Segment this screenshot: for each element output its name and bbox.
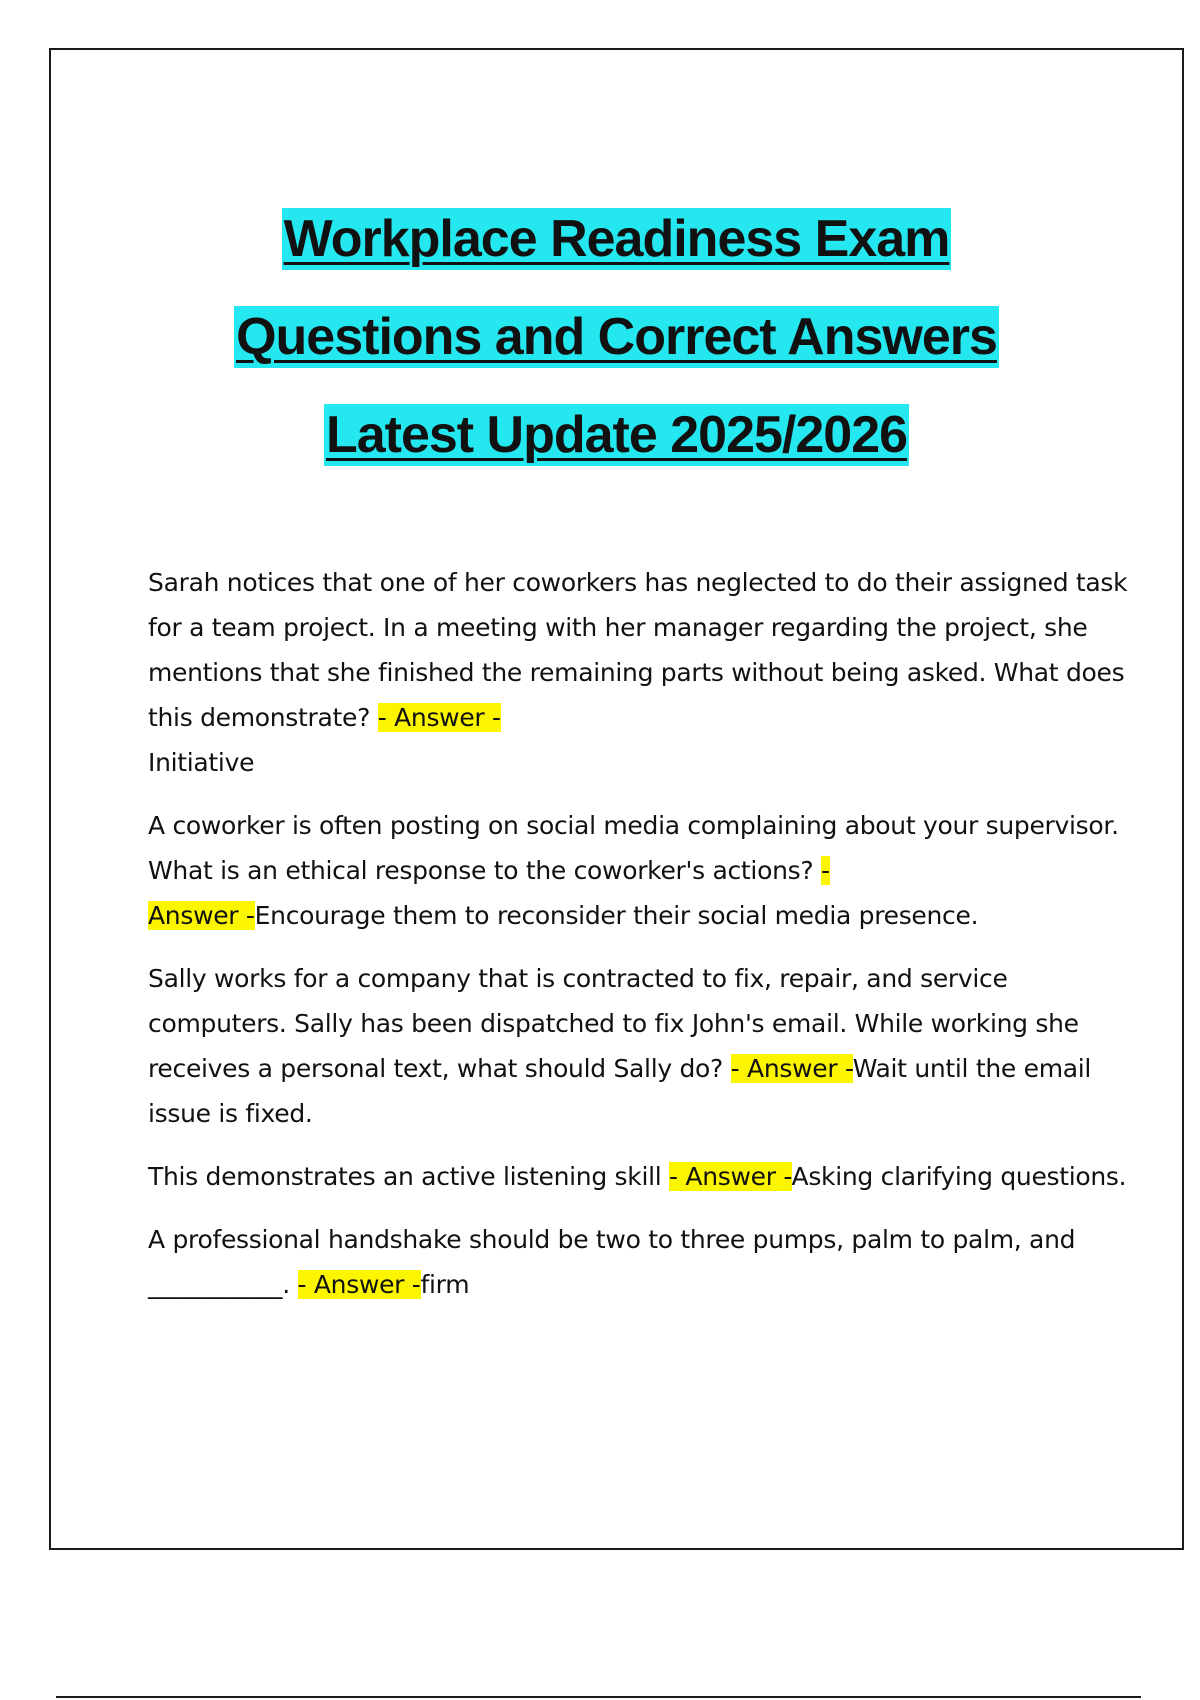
qa-item-2 bbox=[148, 803, 1138, 938]
question-text: This demonstrates an active listening skill bbox=[148, 1162, 670, 1191]
qa-item-4 bbox=[148, 1154, 1138, 1199]
answer-text: Asking clarifying questions. bbox=[791, 1162, 1127, 1191]
qa-item-1 bbox=[148, 560, 1138, 785]
question-text: Sally works for a company that is contracted to fix, repair, and service computers. Sally has been dispatched to fix John's email. While working she receives a personal text, what should Sally do? bbox=[148, 964, 1079, 1083]
question-text: Sarah notices that one of her coworkers has neglected to do their assigned task for a team project. In a meeting with her manager regarding the project, she mentions that she finished the remaining parts without being asked. What does this demonstrate? bbox=[148, 568, 1128, 732]
answer-marker: - Answer - bbox=[669, 1162, 792, 1191]
title-line-2 bbox=[51, 288, 1182, 386]
answer-text: Initiative bbox=[148, 748, 255, 777]
answer-marker-end: Answer - bbox=[148, 901, 255, 930]
answer-text: Wait until the email issue is fixed. bbox=[148, 1054, 1092, 1128]
answer-marker: - Answer - bbox=[730, 1054, 853, 1083]
answer-marker: - Answer - bbox=[297, 1270, 421, 1299]
answer-text: Encourage them to reconsider their social media presence. bbox=[254, 901, 979, 930]
qa-list bbox=[148, 560, 1138, 1325]
question-text: A professional handshake should be two to three pumps, palm to palm, and ___________. bbox=[148, 1225, 1076, 1299]
answer-marker-start: - bbox=[820, 856, 830, 885]
title-line-1 bbox=[51, 190, 1182, 288]
title-text-1: Workplace Readiness Exam bbox=[283, 210, 950, 268]
title-line-3 bbox=[51, 386, 1182, 484]
answer-marker: - Answer - bbox=[377, 703, 501, 732]
document-title bbox=[51, 190, 1182, 484]
question-text: A coworker is often posting on social media complaining about your supervisor. What is an ethical response to the coworker's actions? bbox=[148, 811, 1119, 885]
bottom-rule bbox=[56, 1696, 1141, 1698]
title-text-2: Questions and Correct Answers bbox=[236, 308, 997, 366]
title-text-3: Latest Update 2025/2026 bbox=[325, 406, 908, 464]
answer-text: firm bbox=[420, 1270, 470, 1299]
qa-item-5 bbox=[148, 1217, 1138, 1307]
page-frame bbox=[49, 48, 1184, 1550]
qa-item-3 bbox=[148, 956, 1138, 1136]
